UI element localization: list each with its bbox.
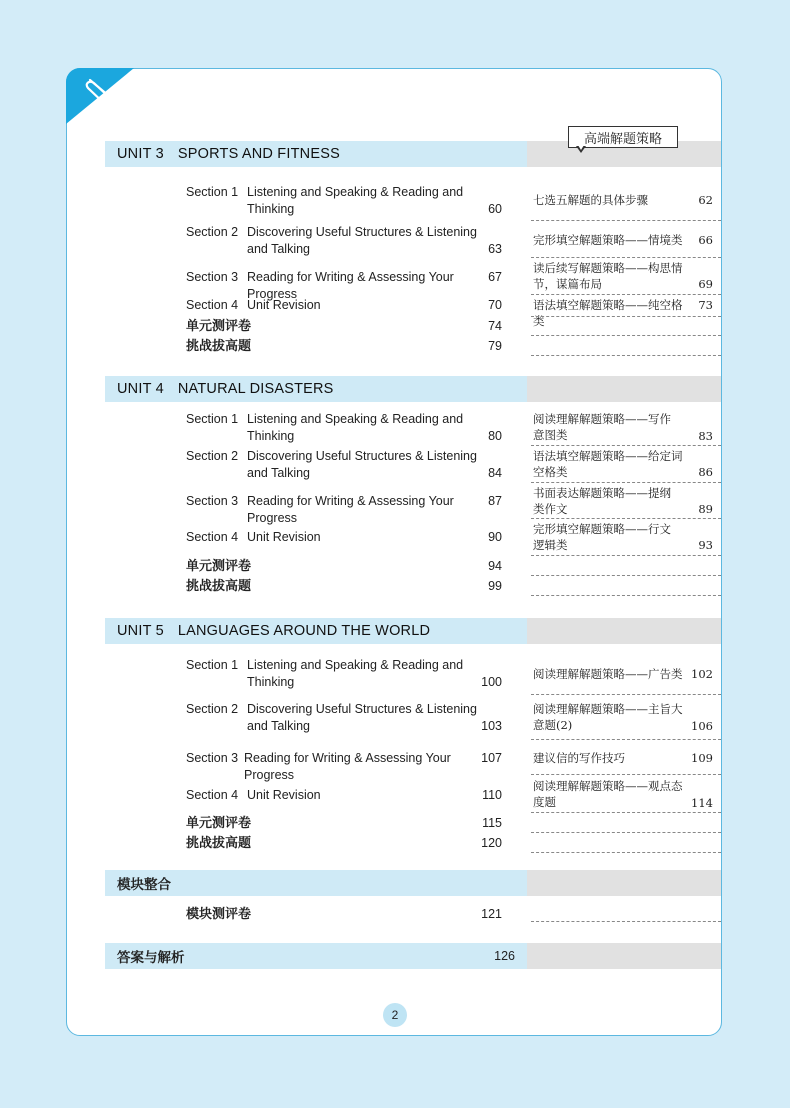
toc-entry[interactable] bbox=[186, 815, 516, 832]
module-item: 模块测评卷 bbox=[186, 907, 252, 922]
page-number: 94 bbox=[488, 559, 502, 573]
section-label: Section 4 bbox=[186, 788, 239, 802]
strategy-page: 66 bbox=[698, 233, 713, 247]
extra-title: 单元测评卷 bbox=[186, 559, 252, 574]
page-number: 84 bbox=[488, 466, 502, 480]
page-number: 110 bbox=[482, 788, 502, 802]
section-label: Section 3 bbox=[186, 494, 239, 508]
section-label: Section 1 bbox=[186, 185, 239, 199]
strategy-page: 83 bbox=[698, 429, 713, 443]
strategy-page: 73 bbox=[698, 298, 713, 312]
page-number: 90 bbox=[488, 530, 502, 544]
strategy-entry[interactable] bbox=[533, 232, 717, 248]
section-title: Discovering Useful Structures & Listening and Talking bbox=[247, 225, 477, 256]
strategy-text: 阅读理解解题策略——广告类 bbox=[533, 667, 683, 681]
page-number: 67 bbox=[488, 270, 502, 284]
section-title: Reading for Writing & Assessing Your Progress bbox=[247, 494, 454, 525]
strategy-text: 语法填空解题策略——纯空格类 bbox=[533, 298, 683, 328]
strategy-text: 阅读理解解题策略——写作意图类 bbox=[533, 412, 671, 442]
toc-entry[interactable] bbox=[186, 578, 516, 595]
strategy-text: 完形填空解题策略——行文逻辑类 bbox=[533, 522, 671, 552]
dotted-divider bbox=[531, 355, 721, 356]
strategy-page: 114 bbox=[691, 796, 713, 810]
page-number: 126 bbox=[494, 949, 515, 963]
page-number: 120 bbox=[481, 836, 502, 850]
strategy-page: 102 bbox=[691, 667, 713, 681]
page-number: 87 bbox=[488, 494, 502, 508]
dotted-divider bbox=[531, 257, 721, 258]
toc-entry[interactable] bbox=[186, 448, 516, 482]
strategy-page: 106 bbox=[691, 719, 713, 733]
dotted-divider bbox=[531, 812, 721, 813]
strategy-page: 86 bbox=[698, 465, 713, 479]
extra-title: 单元测评卷 bbox=[186, 319, 252, 334]
strategy-entry[interactable] bbox=[533, 448, 717, 480]
answers-header[interactable] bbox=[105, 943, 527, 969]
strategy-header-bar bbox=[527, 943, 721, 969]
dotted-divider bbox=[531, 335, 721, 336]
strategy-text: 阅读理解解题策略——主旨大意题(2) bbox=[533, 702, 683, 732]
toc-entry[interactable] bbox=[186, 184, 516, 218]
page-number: 70 bbox=[488, 298, 502, 312]
strategy-page: 62 bbox=[698, 193, 713, 207]
unit-title: NATURAL DISASTERS bbox=[177, 381, 334, 397]
dotted-divider bbox=[531, 316, 721, 317]
section-label: Section 4 bbox=[186, 298, 239, 312]
dotted-divider bbox=[531, 555, 721, 556]
toc-entry[interactable] bbox=[186, 529, 516, 546]
page-number: 63 bbox=[488, 242, 502, 256]
page-number: 103 bbox=[481, 719, 502, 733]
page-number: 74 bbox=[488, 319, 502, 333]
dotted-divider bbox=[531, 739, 721, 740]
extra-title: 挑战拔高题 bbox=[186, 579, 252, 594]
strategy-header-bar bbox=[527, 870, 721, 896]
unit-header bbox=[105, 141, 527, 167]
strategy-page: 109 bbox=[691, 751, 713, 765]
dotted-divider bbox=[531, 575, 721, 576]
unit-number: UNIT 3 bbox=[117, 146, 164, 162]
section-title: Listening and Speaking & Reading and Thinking bbox=[247, 658, 464, 689]
section-label: Section 1 bbox=[186, 412, 239, 426]
page-number: 121 bbox=[481, 907, 502, 921]
section-label: Section 2 bbox=[186, 225, 239, 239]
section-title: Listening and Speaking & Reading and Thinking bbox=[247, 185, 464, 216]
page-number: 80 bbox=[488, 429, 502, 443]
unit-title: LANGUAGES AROUND THE WORLD bbox=[177, 623, 431, 639]
module-header bbox=[105, 870, 527, 896]
toc-entry[interactable] bbox=[186, 558, 516, 575]
strategy-entry[interactable] bbox=[533, 778, 717, 810]
strategy-entry[interactable] bbox=[533, 701, 717, 733]
dotted-divider bbox=[531, 694, 721, 695]
dotted-divider bbox=[531, 832, 721, 833]
dotted-divider bbox=[531, 852, 721, 853]
page-number: 99 bbox=[488, 579, 502, 593]
strategy-header-bar bbox=[527, 376, 721, 402]
answers-title: 答案与解析 bbox=[117, 950, 185, 966]
strategy-entry[interactable] bbox=[533, 666, 717, 682]
strategy-text: 完形填空解题策略——情境类 bbox=[533, 233, 683, 247]
strategy-entry[interactable] bbox=[533, 521, 717, 553]
section-label: Section 3 bbox=[186, 751, 239, 765]
unit-number: UNIT 5 bbox=[117, 623, 164, 639]
strategy-page: 69 bbox=[698, 277, 713, 291]
toc-entry[interactable] bbox=[186, 906, 516, 923]
toc-entry[interactable] bbox=[186, 657, 516, 691]
paperclip-icon bbox=[82, 72, 128, 112]
section-title: Listening and Speaking & Reading and Thinking bbox=[247, 412, 464, 443]
unit-number: UNIT 4 bbox=[117, 381, 164, 397]
strategy-text: 七选五解题的具体步骤 bbox=[533, 193, 648, 207]
toc-entry[interactable] bbox=[186, 297, 516, 314]
extra-title: 挑战拔高题 bbox=[186, 836, 252, 851]
toc-entry[interactable] bbox=[186, 750, 516, 782]
strategy-entry[interactable] bbox=[533, 750, 717, 766]
section-title: Reading for Writing & Assessing Your Progress bbox=[247, 270, 454, 301]
strategy-title-badge: 高端解题策略 bbox=[568, 126, 678, 148]
strategy-entry[interactable] bbox=[533, 192, 717, 208]
unit-header bbox=[105, 618, 527, 644]
toc-entry[interactable] bbox=[186, 224, 516, 258]
extra-title: 单元测评卷 bbox=[186, 816, 252, 831]
dotted-divider bbox=[531, 220, 721, 221]
strategy-text: 读后续写解题策略——构思情节，谋篇布局 bbox=[533, 261, 683, 291]
dotted-divider bbox=[531, 921, 721, 922]
toc-entry[interactable] bbox=[186, 835, 516, 852]
toc-entry[interactable] bbox=[186, 701, 516, 735]
strategy-text: 建议信的写作技巧 bbox=[533, 751, 625, 765]
page-number: 79 bbox=[488, 339, 502, 353]
section-title: Unit Revision bbox=[247, 298, 321, 312]
section-title: Discovering Useful Structures & Listening and Talking bbox=[247, 702, 477, 733]
strategy-page: 93 bbox=[698, 538, 713, 552]
toc-entry[interactable] bbox=[186, 493, 516, 525]
section-label: Section 2 bbox=[186, 449, 239, 463]
unit-title: SPORTS AND FITNESS bbox=[177, 146, 340, 162]
module-title: 模块整合 bbox=[117, 877, 171, 893]
page-number: 60 bbox=[488, 202, 502, 216]
strategy-entry[interactable] bbox=[533, 297, 717, 328]
toc-entry[interactable] bbox=[186, 318, 516, 335]
section-title: Unit Revision bbox=[247, 530, 321, 544]
dotted-divider bbox=[531, 294, 721, 295]
strategy-page: 89 bbox=[698, 502, 713, 516]
toc-entry[interactable] bbox=[186, 411, 516, 445]
section-label: Section 2 bbox=[186, 702, 239, 716]
extra-title: 挑战拔高题 bbox=[186, 339, 252, 354]
dotted-divider bbox=[531, 518, 721, 519]
toc-entry[interactable] bbox=[186, 338, 516, 355]
strategy-header-bar bbox=[527, 618, 721, 644]
strategy-entry[interactable] bbox=[533, 485, 717, 517]
page-number-badge: 2 bbox=[383, 1003, 407, 1027]
toc-entry[interactable] bbox=[186, 787, 516, 804]
dotted-divider bbox=[531, 445, 721, 446]
strategy-text: 书面表达解题策略——提纲类作文 bbox=[533, 486, 671, 516]
toc-entry[interactable] bbox=[186, 269, 516, 301]
section-title: Discovering Useful Structures & Listening and Talking bbox=[247, 449, 477, 480]
section-title: Reading for Writing & Assessing Your Progress bbox=[244, 751, 451, 782]
unit-header bbox=[105, 376, 527, 402]
page-number: 107 bbox=[481, 751, 502, 765]
strategy-text: 阅读理解解题策略——观点态度题 bbox=[533, 779, 683, 809]
section-title: Unit Revision bbox=[247, 788, 321, 802]
section-label: Section 4 bbox=[186, 530, 239, 544]
section-label: Section 3 bbox=[186, 270, 239, 284]
dotted-divider bbox=[531, 774, 721, 775]
page-number: 115 bbox=[482, 816, 502, 830]
strategy-entry[interactable] bbox=[533, 260, 717, 292]
strategy-entry[interactable] bbox=[533, 411, 717, 443]
page-number: 100 bbox=[481, 675, 502, 689]
dotted-divider bbox=[531, 595, 721, 596]
dotted-divider bbox=[531, 482, 721, 483]
strategy-text: 语法填空解题策略——给定词空格类 bbox=[533, 449, 683, 479]
section-label: Section 1 bbox=[186, 658, 239, 672]
